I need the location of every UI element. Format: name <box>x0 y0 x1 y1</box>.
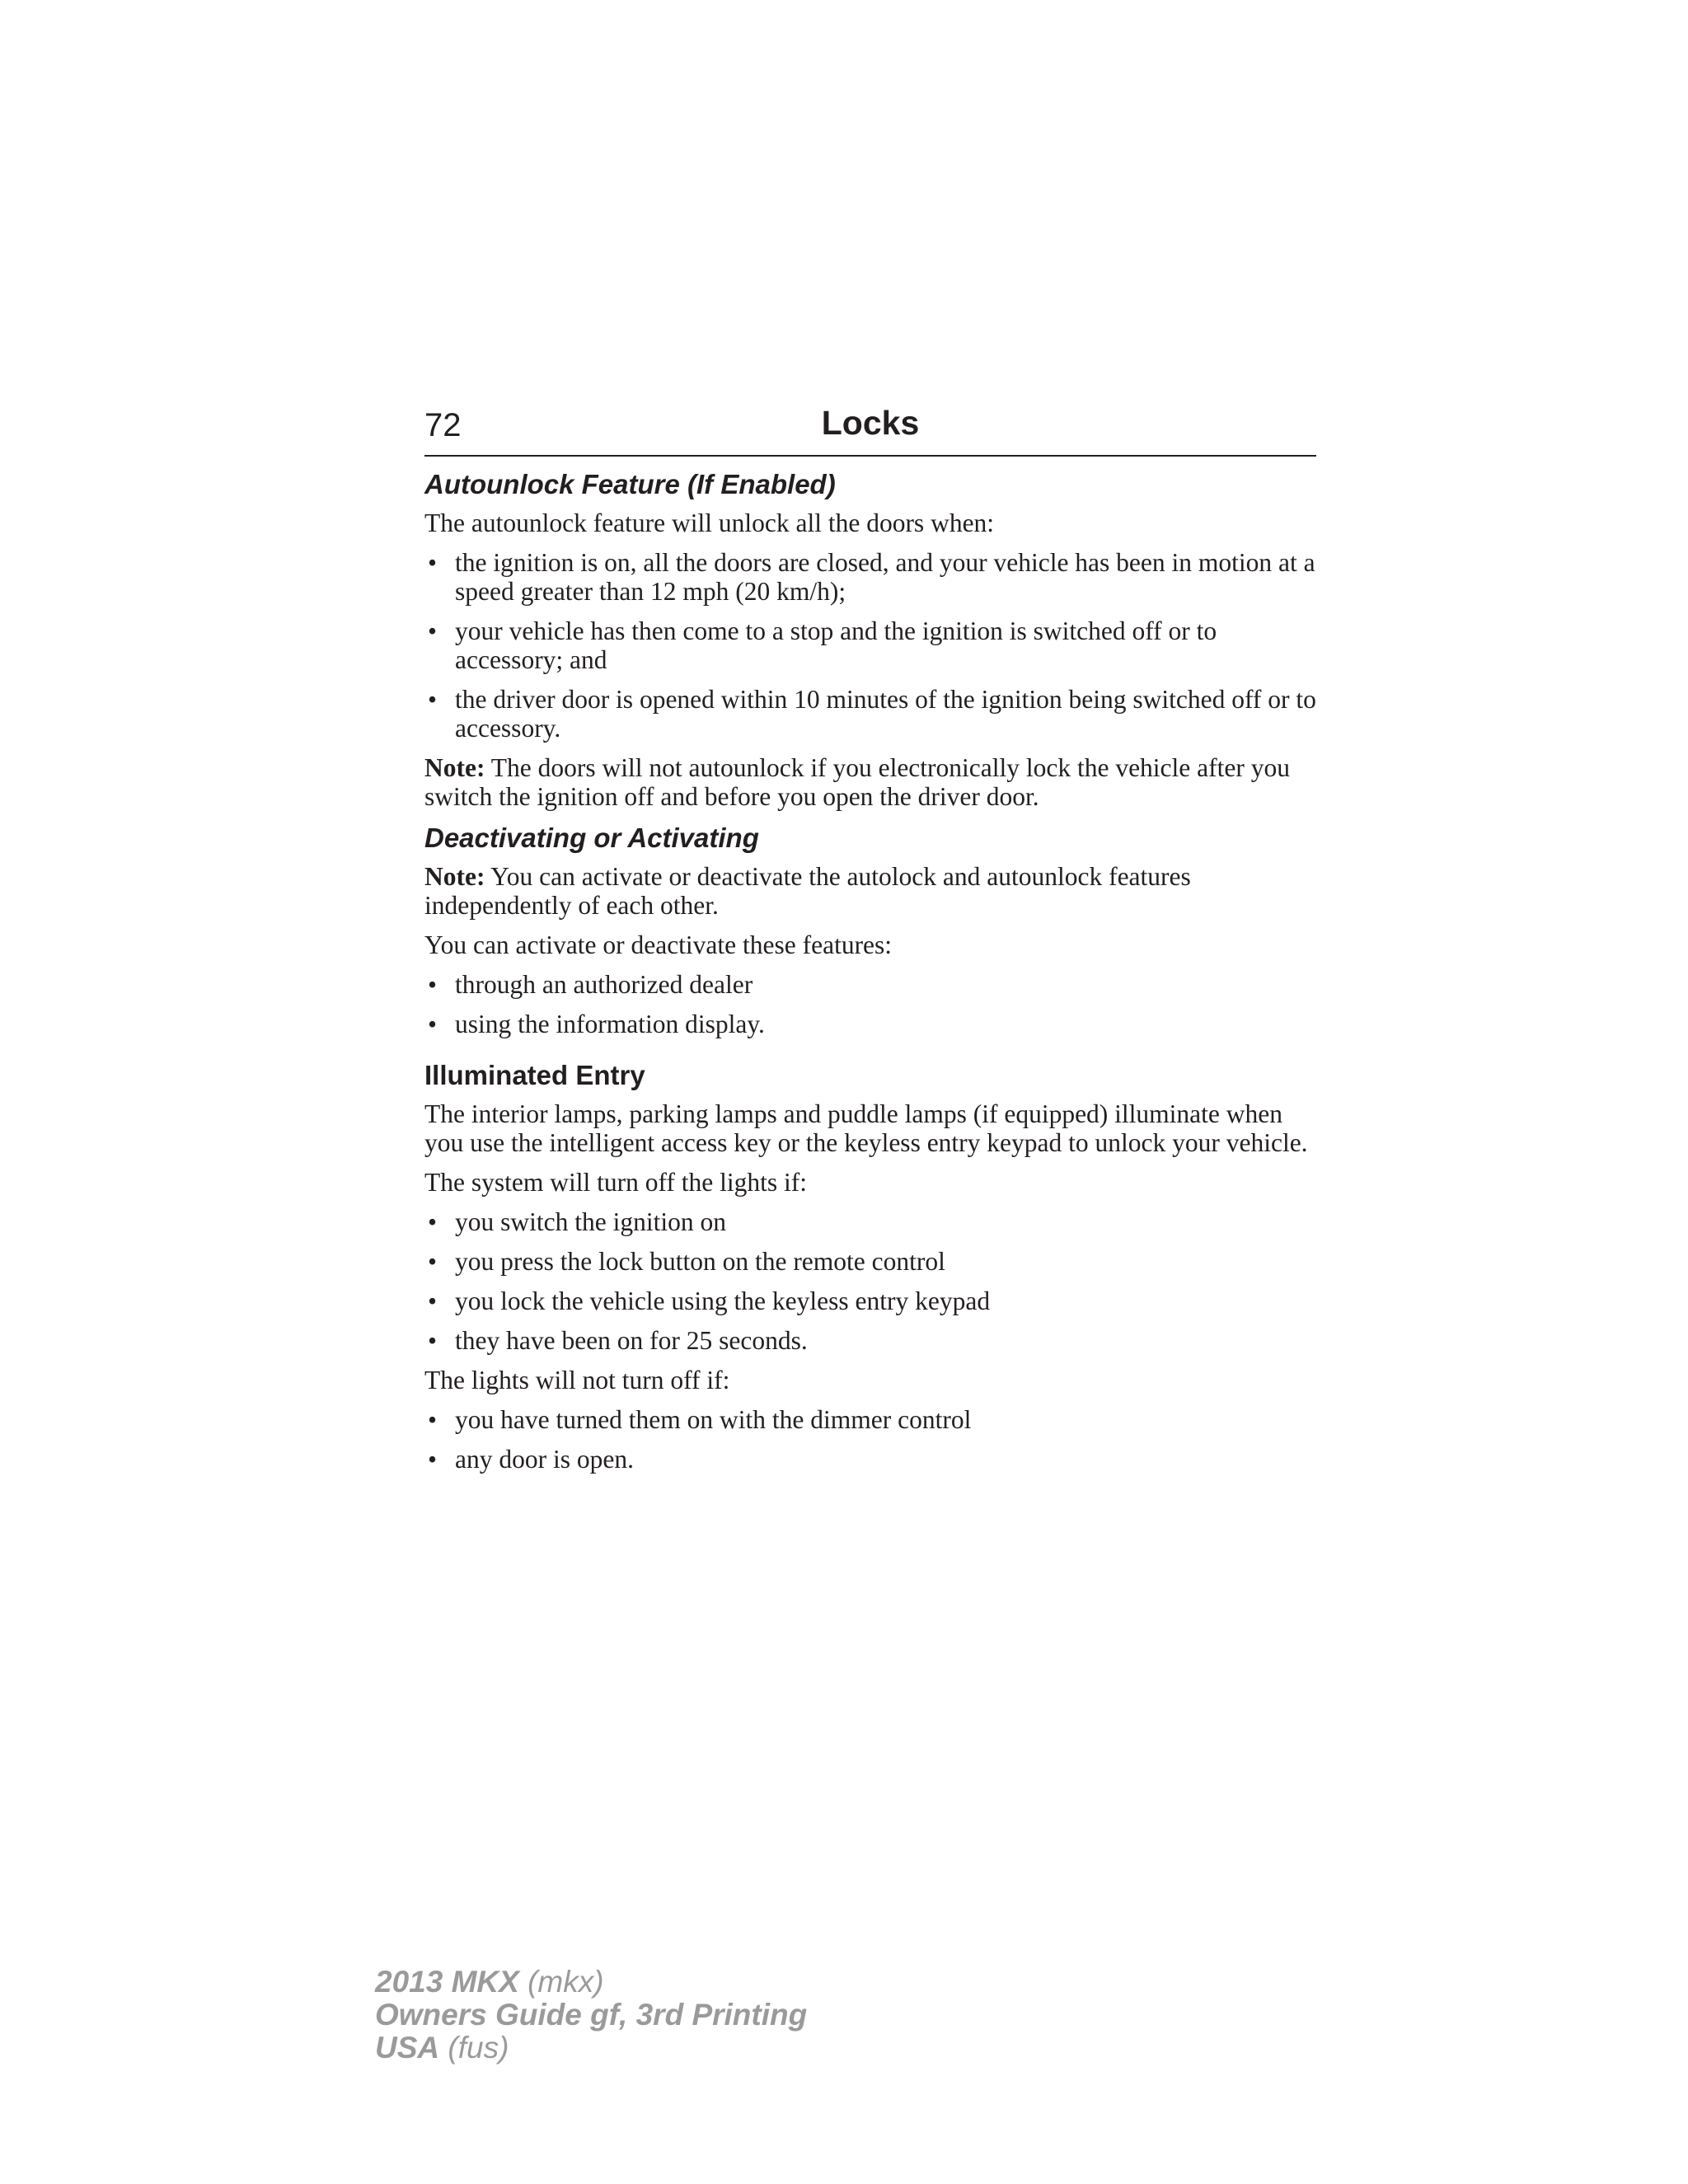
list-item-text: you press the lock button on the remote control <box>455 1247 945 1276</box>
note-label: Note: <box>424 862 485 891</box>
page-content <box>424 404 1316 1484</box>
list-item-text: any door is open. <box>455 1445 634 1474</box>
list-item <box>424 685 1316 743</box>
illuminated-entry-heading: Illuminated Entry <box>424 1060 645 1090</box>
footer-market: USA <box>375 2031 440 2064</box>
list-item <box>424 1207 1316 1236</box>
list-item <box>424 1010 1316 1038</box>
page-body <box>424 457 1316 1474</box>
list-item-text: using the information display. <box>455 1010 765 1038</box>
lights-off-intro: The system will turn off the lights if: <box>424 1168 807 1197</box>
autounlock-heading: Autounlock Feature (If Enabled) <box>424 469 836 499</box>
list-item <box>424 616 1316 674</box>
bullet-icon: • <box>428 685 438 714</box>
note-text: The doors will not autounlock if you electronically lock the vehicle after you switch the ignition off and before you open the driver door. <box>424 753 1290 811</box>
bullet-icon: • <box>428 1207 438 1236</box>
bullet-icon: • <box>428 548 438 577</box>
list-item-text: you have turned them on with the dimmer control <box>455 1405 972 1434</box>
note-text: You can activate or deactivate the autolock and autounlock features independently of each other. <box>424 862 1191 920</box>
print-footer <box>375 1966 807 2064</box>
list-item-text: through an authorized dealer <box>455 970 753 999</box>
list-item <box>424 1405 1316 1434</box>
bullet-icon: • <box>428 1247 438 1276</box>
bullet-icon: • <box>428 1326 438 1355</box>
list-item-text: you switch the ignition on <box>455 1207 726 1236</box>
page-number: 72 <box>424 407 462 443</box>
illuminated-entry-description: The interior lamps, parking lamps and puddle lamps (if equipped) illuminate when you use the intelligent access key or the keyless entry keypad to unlock your vehicle. <box>424 1099 1308 1157</box>
footer-guide-line: Owners Guide gf, 3rd Printing <box>375 1998 808 2032</box>
list-item <box>424 1326 1316 1355</box>
footer-model-line <box>375 1966 807 1999</box>
list-item-text: you lock the vehicle using the keyless entry keypad <box>455 1286 991 1315</box>
deactivating-methods-list <box>424 970 1316 1038</box>
page-header <box>424 404 1316 457</box>
list-item-text: your vehicle has then come to a stop and the ignition is switched off or to accessory; and <box>455 616 1217 674</box>
page-title: Locks <box>821 404 920 442</box>
bullet-icon: • <box>428 1445 438 1474</box>
footer-model-code: (mkx) <box>518 1965 604 1999</box>
bullet-icon: • <box>428 1405 438 1434</box>
spacer <box>424 1049 1316 1059</box>
deactivating-heading: Deactivating or Activating <box>424 823 759 853</box>
lights-not-off-conditions-list <box>424 1405 1316 1474</box>
list-item-text: they have been on for 25 seconds. <box>455 1326 808 1355</box>
lights-off-conditions-list <box>424 1207 1316 1355</box>
list-item-text: the driver door is opened within 10 minutes of the ignition being switched off or to accessory. <box>455 685 1316 743</box>
deactivating-intro: You can activate or deactivate these features: <box>424 930 893 959</box>
bullet-icon: • <box>428 970 438 999</box>
footer-market-code: (fus) <box>439 2031 509 2064</box>
autounlock-note <box>424 753 1316 811</box>
autounlock-conditions-list <box>424 548 1316 743</box>
bullet-icon: • <box>428 1286 438 1315</box>
list-item <box>424 548 1316 606</box>
bullet-icon: • <box>428 616 438 645</box>
list-item <box>424 970 1316 999</box>
autounlock-intro: The autounlock feature will unlock all the doors when: <box>424 509 995 537</box>
list-item-text: the ignition is on, all the doors are closed, and your vehicle has been in motion at a speed greater than 12 mph (20 km/h); <box>455 548 1315 606</box>
list-item <box>424 1247 1316 1276</box>
list-item <box>424 1286 1316 1315</box>
lights-not-off-intro: The lights will not turn off if: <box>424 1366 730 1394</box>
footer-market-line <box>375 2032 807 2064</box>
footer-model: 2013 MKX <box>375 1965 519 1999</box>
deactivating-note <box>424 862 1316 920</box>
bullet-icon: • <box>428 1010 438 1038</box>
note-label: Note: <box>424 753 485 782</box>
list-item <box>424 1445 1316 1474</box>
